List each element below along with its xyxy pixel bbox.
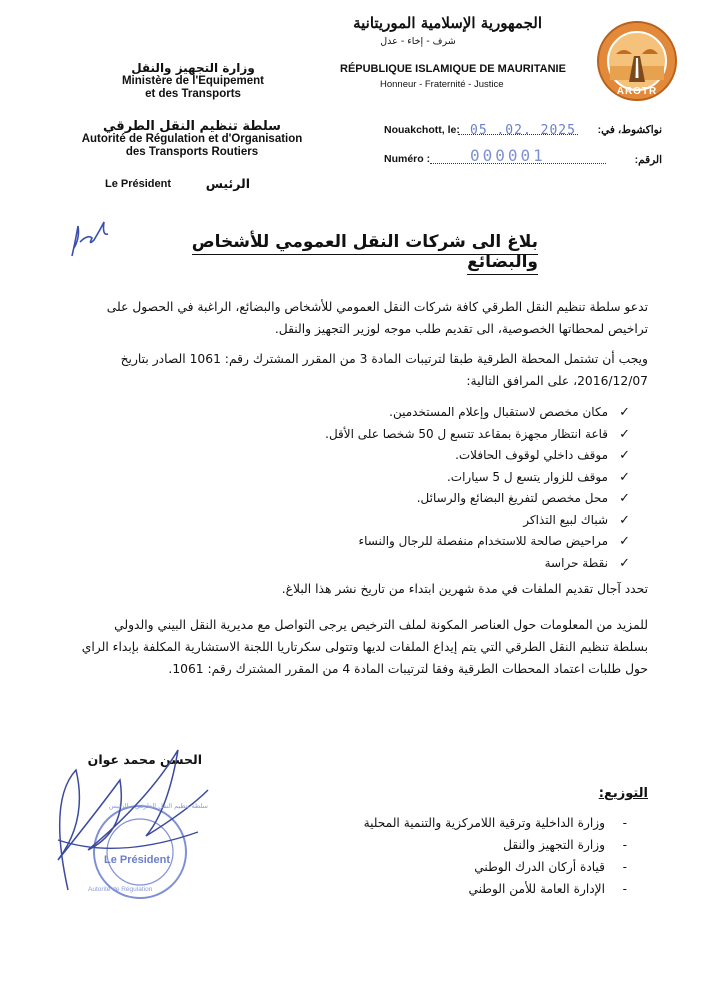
facilities-list [260, 402, 630, 574]
motto-fr: Honneur - Fraternité - Justice [380, 79, 504, 90]
distribution-item: وزارة الداخلية وترقية اللامركزية والتنمية المحلية - [363, 816, 627, 830]
ministry-fr-1: Ministère de l'Equipement [121, 75, 265, 87]
distribution-title-wrap [560, 782, 648, 801]
place-label-fr: Nouakchott, le: [384, 124, 460, 136]
paragraph-4 [76, 614, 648, 680]
title-wrap [138, 232, 538, 272]
p2-line-1: ويجب أن تشتمل المحطة الطرقية طبقا لترتيبات المادة 3 من المقرر المشترك رقم: 1061 الصادر بتاريخ [120, 352, 648, 366]
checkmark-icon: ✓ [619, 426, 630, 442]
p2-line-2: 2016/12/07، على المرافق التالية: [466, 374, 648, 388]
distribution-list [355, 812, 627, 900]
motto-ar: شرف - إخاء - عدل [380, 36, 456, 47]
p4-line-1: للمزيد من المعلومات حول العناصر المكونة لملف الترخيص يرجى التواصل مع مديرية النقل البيني والدولي [114, 618, 648, 632]
date-stamp: 05 .02. 2025 [470, 123, 576, 138]
facility-item: ✓ نقطة حراسة [260, 553, 630, 575]
distribution-item: الإدارة العامة للأمن الوطني - [468, 882, 627, 896]
ministry-block [78, 62, 308, 101]
number-stamp: 000001 [470, 146, 546, 165]
signatory-name: الحسن محمد عوان [87, 752, 202, 767]
ministry-fr-2: et des Transports [145, 88, 241, 100]
p4-line-3: حول طلبات اعتماد المحطات الطرقية وفقا لترتيبات المادة 4 من المقرر المشترك رقم: 1061. [168, 662, 648, 676]
ministry-ar: وزارة التجهيز والنقل [131, 61, 255, 75]
number-label-ar: الرقم: [634, 154, 662, 166]
distribution-title: التوزيع: [598, 786, 648, 801]
facility-item: ✓ مراحيض صالحة للاستخدام منفصلة للرجال والنساء [260, 531, 630, 553]
checkmark-icon: ✓ [619, 491, 630, 506]
facility-item: ✓ شباك لبيع التذاكر [260, 510, 630, 532]
distribution-item: قيادة أركان الدرك الوطني - [474, 860, 627, 874]
logo-text: AROTR [616, 86, 658, 97]
authority-fr-1: Autorité de Régulation et d'Organisation [81, 133, 303, 145]
facility-item: ✓ موقف للزوار يتسع ل 5 سيارات. [260, 467, 630, 489]
stamp-ring-ar: سلطة تنظيم النقل الطرقي - الرئيس [108, 802, 208, 810]
paragraph-3: تحدد آجال تقديم الملفات في مدة شهرين ابتداء من تاريخ نشر هذا البلاغ. [281, 582, 648, 596]
stamp-president-text: Le Président [104, 854, 171, 866]
checkmark-icon: ✓ [619, 555, 630, 571]
p1-line-2: تراخيص لمحطاتها الخصوصية، الى تقديم طلب موجه لوزير التجهيز والنقل. [274, 322, 648, 336]
president-ar: الرئيس [205, 176, 250, 191]
p4-line-2: بسلطة تنظيم النقل الطرقي التي يتم إيداع الملفات لديها وتتولى سكرتاريا اللجنة الاستشارية المكلفة بإبداء الراي [81, 640, 648, 654]
checkmark-icon: ✓ [619, 405, 630, 420]
republic-fr: RÉPUBLIQUE ISLAMIQUE DE MAURITANIE [340, 63, 566, 75]
checkmark-icon: ✓ [619, 512, 630, 528]
facility-item: ✓ محل مخصص لتفريغ البضائع والرسائل. [260, 488, 630, 510]
facility-item: ✓ مكان مخصص لاستقبال وإعلام المستخدمين. [260, 402, 630, 424]
arotr-logo [596, 20, 678, 102]
checkmark-icon: ✓ [619, 448, 630, 463]
initials-mark [64, 208, 116, 260]
facility-item: ✓ قاعة انتظار مجهزة بمقاعد تتسع ل 50 شخصا على الأقل. [260, 424, 630, 446]
president-fr: Le Président [105, 178, 172, 190]
checkmark-icon: ✓ [619, 534, 630, 549]
authority-fr-2: des Transports Routiers [125, 146, 259, 158]
p1-line-1: تدعو سلطة تنظيم النقل الطرقي كافة شركات النقل العمومي للأشخاص والبضائع، الراغبة في الحصول على [106, 300, 648, 314]
checkmark-icon: ✓ [619, 469, 630, 485]
facility-item: ✓ موقف داخلي لوقوف الحافلات. [260, 445, 630, 467]
number-label-fr: Numéro : [384, 153, 431, 165]
distribution-item: وزارة التجهيز والنقل - [503, 838, 627, 852]
republic-ar: الجمهورية الإسلامية الموريتانية [353, 14, 542, 32]
stamp-ring-fr: Autorité de Régulation [88, 886, 153, 893]
paragraph-1 [86, 296, 648, 340]
document-title: بلاغ الى شركات النقل العمومي للأشخاص والبضائع [192, 232, 538, 275]
paragraph-2 [100, 348, 648, 392]
authority-block [72, 120, 312, 159]
place-label-ar: نواكشوط، في: [597, 124, 662, 136]
authority-ar: سلطة تنظيم النقل الطرقي [103, 119, 281, 134]
signature-stamp [28, 740, 218, 905]
